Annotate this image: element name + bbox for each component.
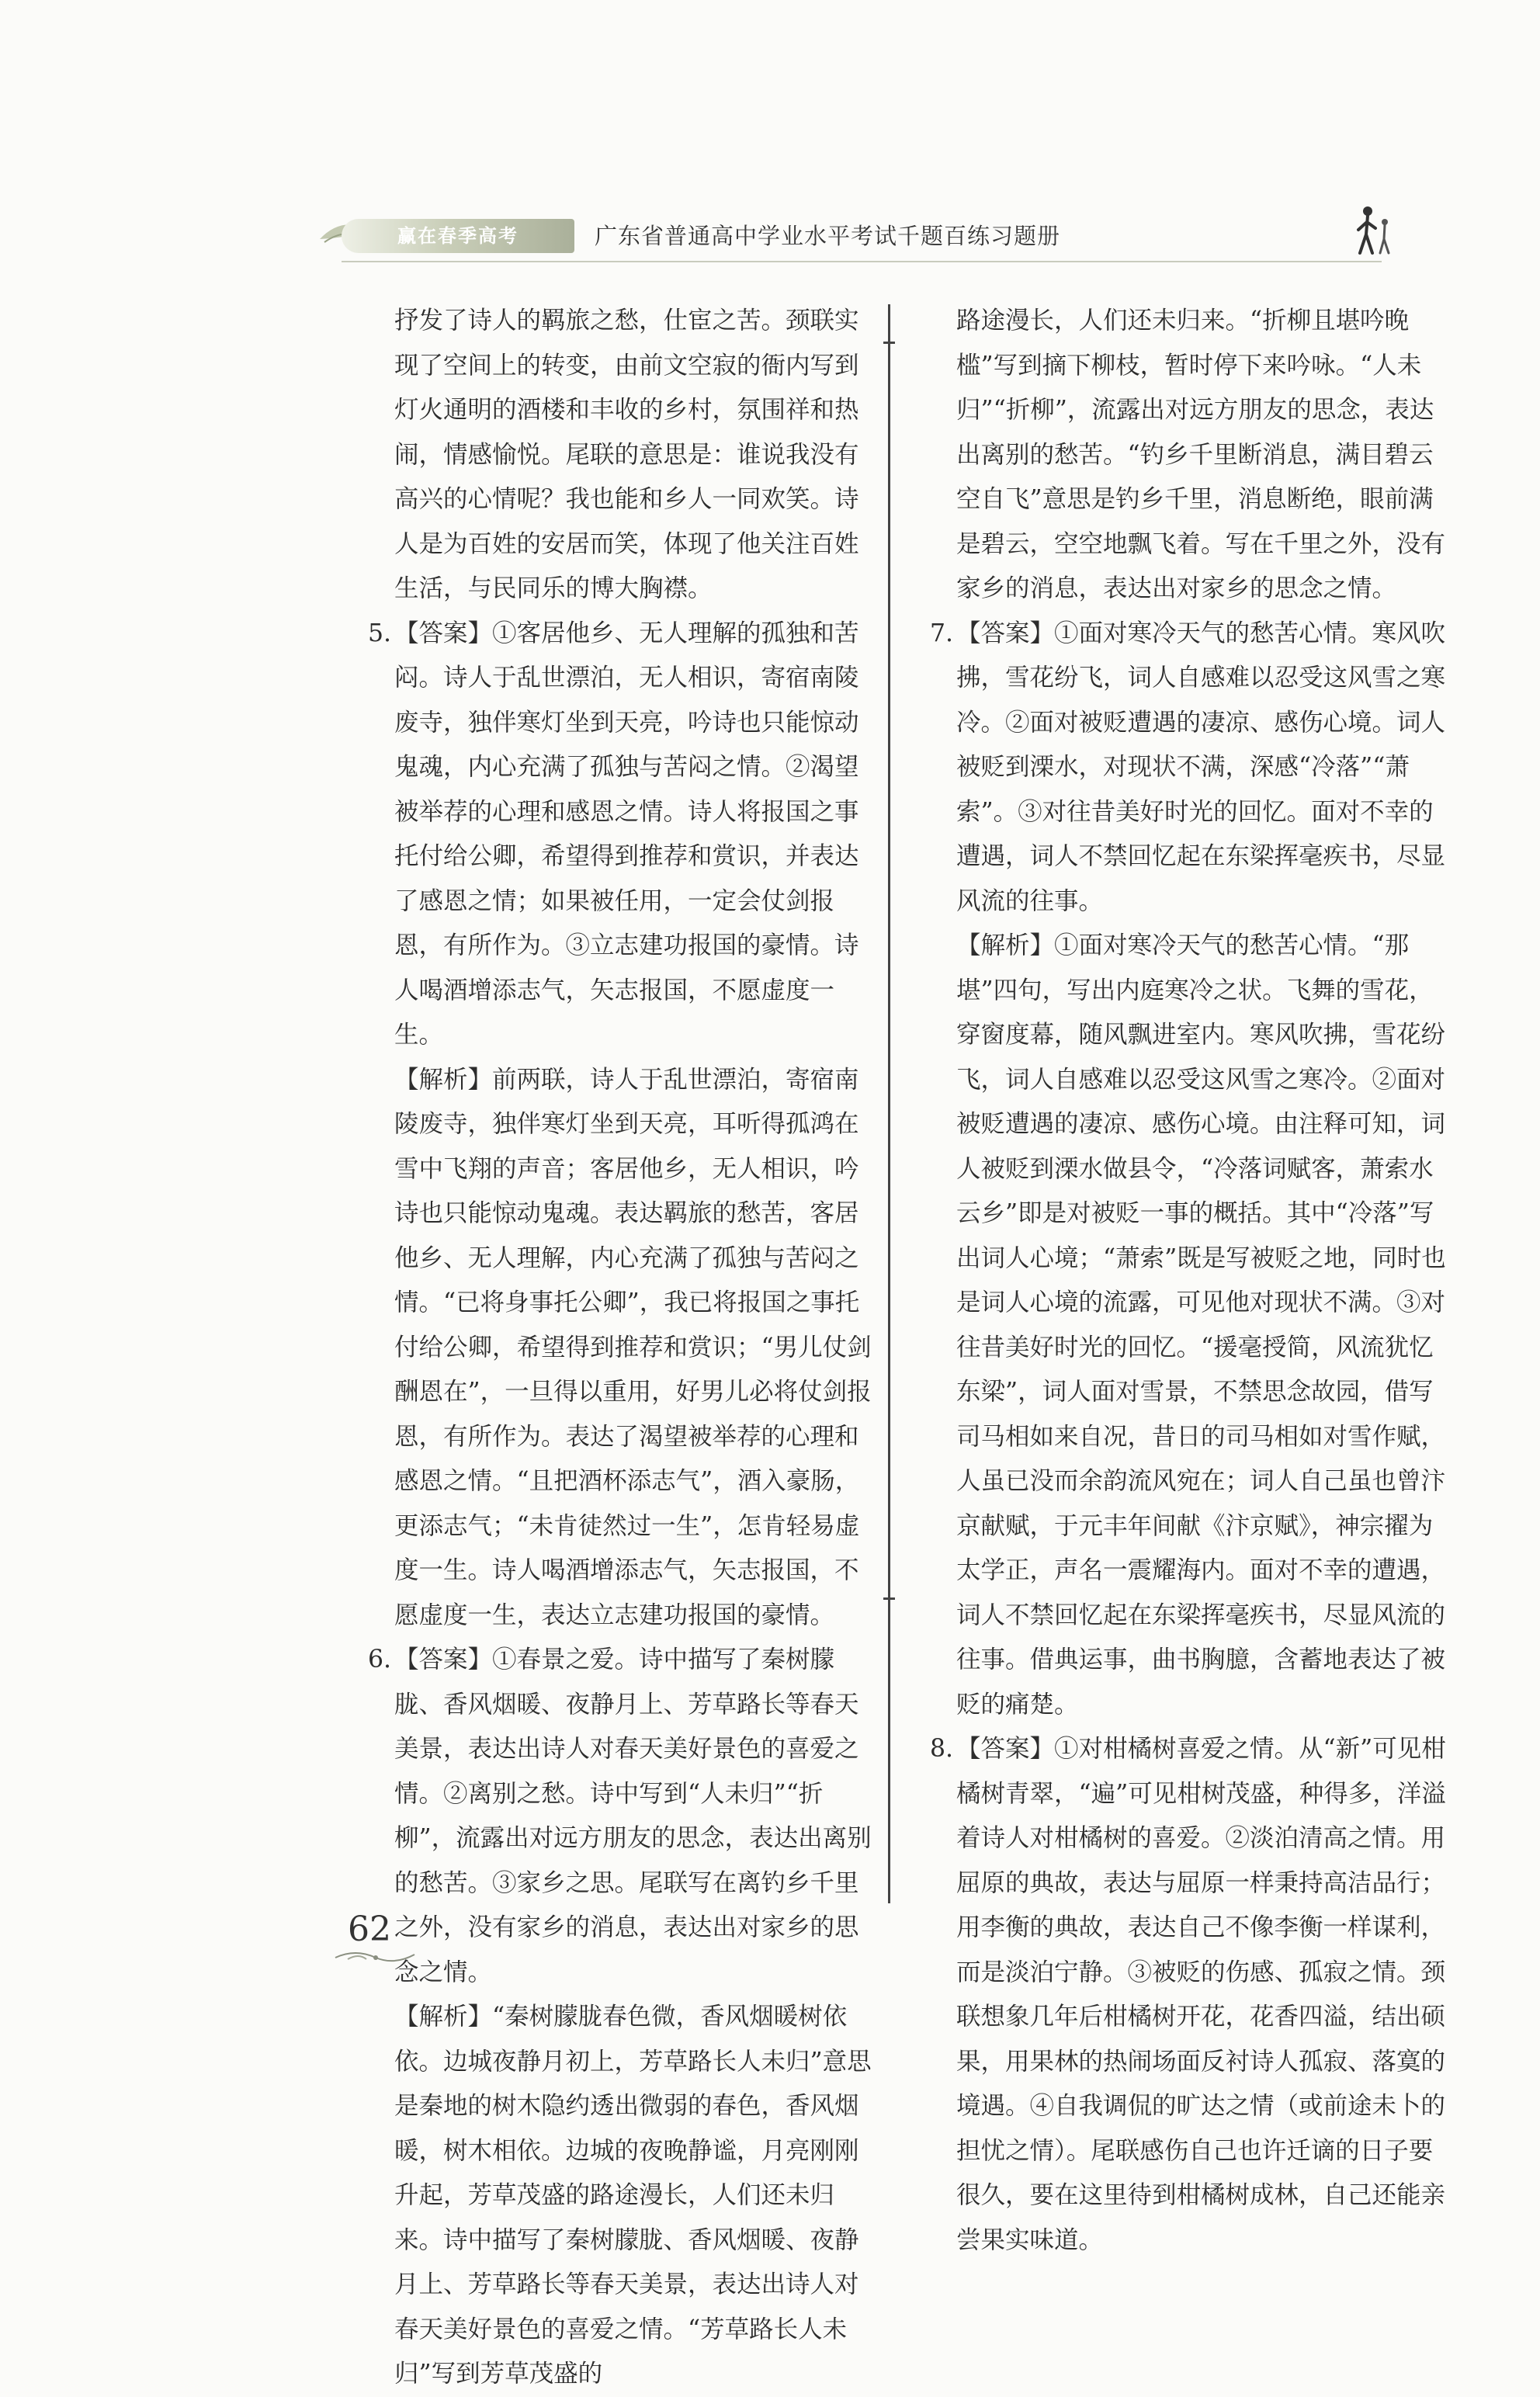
analysis-text: 【解析】“秦树朦胧春色微，香风烟暖树依依。边城夜静月初上，芳草路长人未归”意思是秦地的树木隐约透出微弱的春色，香风烟暖，树木相依。边城的夜晚静谧，月亮刚刚升起，芳草茂盛的路途漫长，人们还未归来。诗中描写了秦树朦胧、香风烟暖、夜静月上、芳草路长等春天美景，表达出诗人对春天美好景色的喜爱之情。“芳草路长人未归”写到芳草茂盛的 [394, 2003, 872, 2388]
brand-badge-text: 赢在春季高考 [397, 225, 519, 247]
question-number: 5. [368, 619, 392, 647]
answer-text: 【答案】①对柑橘树喜爱之情。从“新”可见柑橘树青翠，“遍”可见柑树茂盛，种得多，洋溢着诗人对柑橘树的喜爱。②淡泊清高之情。用屈原的典故，表达与屈原一样秉持高洁品行；用李衡的典故，表达自己不像李衡一样谋利，而是淡泊宁静。③被贬的伤感、孤寂之情。颈联想象几年后柑橘树开花，花香四溢，结出硕果，用果林的热闹场面反衬诗人孤寂、落寞的境遇。④自我调侃的旷达之情（或前途未卜的担忧之情）。尾联感伤自己也许迁谪的日子要很久，要在这里待到柑橘树成林，自己还能亲尝果实味道。 [956, 1735, 1446, 2254]
previous-answer-continuation: 抒发了诗人的羁旅之愁，仕宦之苦。颈联实现了空间上的转变，由前文空寂的衙内写到灯火通明的酒楼和丰收的乡村，氛围祥和热闹，情感愉悦。尾联的意思是：谁说我没有高兴的心情呢？我也能和乡人一同欢笑。诗人是为百姓的安居而笑，体现了他关注百姓生活，与民同乐的博大胸襟。 [394, 307, 859, 602]
question-number: 8. [930, 1735, 954, 1763]
question-6 [368, 1638, 877, 2397]
left-column [368, 299, 877, 2397]
answer-text: 【答案】①客居他乡、无人理解的孤独和苦闷。诗人于乱世漂泊，无人相识，寄宿南陵废寺，独伴寒灯坐到天亮，吟诗也只能惊动鬼魂，内心充满了孤独与苦闷之情。②渴望被举荐的心理和感恩之情。诗人将报国之事托付给公卿，希望得到推荐和赏识，并表达了感恩之情；如果被任用，一定会仗剑报恩，有所作为。③立志建功报国的豪情。诗人喝酒增添志气，矢志报国，不愿虚度一生。 [394, 619, 859, 1049]
answer-text: 【答案】①春景之爱。诗中描写了秦树朦胧、香风烟暖、夜静月上、芳草路长等春天美景，表达出诗人对春天美好景色的喜爱之情。②离别之愁。诗中写到“人未归”“折柳”，流露出对远方朋友的思念，表达出离别的愁苦。③家乡之思。尾联写在离钓乡千里之外，没有家乡的消息，表达出对家乡的思念之情。 [394, 1646, 872, 1986]
question-5 [368, 612, 877, 1639]
page-number: 62 [348, 1910, 391, 1949]
right-column [930, 299, 1448, 2263]
analysis-text: 【解析】前两联，诗人于乱世漂泊，寄宿南陵废寺，独伴寒灯坐到天亮，耳听得孤鸿在雪中飞翔的声音；客居他乡，无人相识，吟诗也只能惊动鬼魂。表达羁旅的愁苦，客居他乡、无人理解，内心充满了孤独与苦闷之情。“已将身事托公卿”，我已将报国之事托付给公卿，希望得到推荐和赏识；“男儿仗剑酬恩在”，一旦得以重用，好男儿必将仗剑报恩，有所作为。表达了渴望被举荐的心理和感恩之情。“且把酒杯添志气”，酒入豪肠，更添志气；“未肯徒然过一生”，怎肯轻易虚度一生。诗人喝酒增添志气，矢志报国，不愿虚度一生，表达立志建功报国的豪情。 [394, 1065, 872, 1629]
column-divider [888, 304, 890, 1903]
question-6-continuation: 路途漫长，人们还未归来。“折柳且堪吟晚槛”写到摘下柳枝，暂时停下来吟咏。“人未归”“折柳”，流露出对远方朋友的思念，表达出离别的愁苦。“钓乡千里断消息，满目碧云空自飞”意思是钓乡千里，消息断绝，眼前满是碧云，空空地飘飞着。写在千里之外，没有家乡的消息，表达出对家乡的思念之情。 [956, 307, 1446, 602]
page-ornament-icon [332, 1947, 418, 1967]
answer-text: 【答案】①面对寒冷天气的愁苦心情。寒风吹拂，雪花纷飞，词人自感难以忍受这风雪之寒冷。②面对被贬遭遇的凄凉、感伤心境。词人被贬到溧水，对现状不满，深感“冷落”“萧索”。③对往昔美好时光的回忆。面对不幸的遭遇，词人不禁回忆起在东梁挥毫疾书，尽显风流的往事。 [956, 619, 1446, 915]
question-number: 6. [368, 1646, 392, 1674]
running-figures-icon [1351, 203, 1394, 259]
header-title: 广东省普通高中学业水平考试千题百练习题册 [595, 223, 1061, 249]
brand-badge [342, 219, 574, 253]
question-8 [930, 1727, 1448, 2263]
divider-notch [883, 342, 895, 344]
question-number: 7. [930, 619, 954, 647]
question-7 [930, 612, 1448, 1728]
divider-notch [883, 1597, 895, 1600]
header-rule [342, 261, 1382, 262]
page-header [342, 203, 1366, 265]
analysis-text: 【解析】①面对寒冷天气的愁苦心情。“那堪”四句，写出内庭寒冷之状。飞舞的雪花，穿窗度幕，随风飘进室内。寒风吹拂，雪花纷飞，词人自感难以忍受这风雪之寒冷。②面对被贬遭遇的凄凉、感伤心境。由注释可知，词人被贬到溧水做县令，“冷落词赋客，萧索水云乡”即是对被贬一事的概括。其中“冷落”写出词人心境；“萧索”既是写被贬之地，同时也是词人心境的流露，可见他对现状不满。③对往昔美好时光的回忆。“援毫授简，风流犹忆东梁”，词人面对雪景，不禁思念故园，借写司马相如来自况，昔日的司马相如对雪作赋，人虽已没而余韵流风宛在；词人自己虽也曾汴京献赋，于元丰年间献《汴京赋》，神宗擢为太学正，声名一震耀海内。面对不幸的遭遇，词人不禁回忆起在东梁挥毫疾书，尽显风流的往事。借典运事，曲书胸臆，含蓄地表达了被贬的痛楚。 [956, 931, 1446, 1719]
